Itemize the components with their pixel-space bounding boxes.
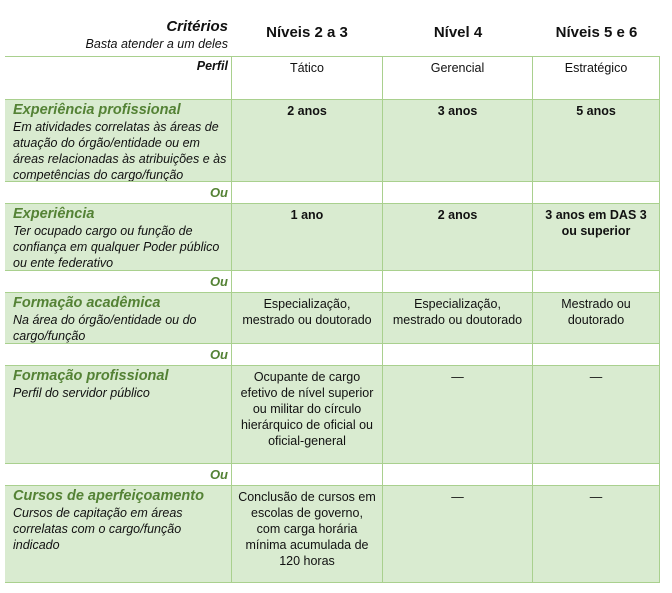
or-label: Ou bbox=[5, 343, 231, 365]
blank-cell bbox=[383, 343, 533, 365]
criterion-value: — bbox=[383, 365, 533, 463]
profile-value-1: Tático bbox=[231, 56, 383, 99]
blank-cell bbox=[533, 343, 660, 365]
blank-cell bbox=[231, 343, 383, 365]
criterion-description: Perfil do servidor público bbox=[13, 386, 150, 400]
profile-value-3: Estratégico bbox=[533, 56, 660, 99]
criterion-label bbox=[5, 99, 231, 181]
criterion-value: Especialização, mestrado ou doutorado bbox=[231, 292, 383, 343]
criterion-value: — bbox=[533, 485, 660, 583]
or-row bbox=[5, 181, 660, 203]
criterion-row bbox=[5, 203, 660, 270]
criterion-description: Ter ocupado cargo ou função de confiança em qualquer Poder público ou ente federativo bbox=[13, 224, 220, 270]
criterion-title: Formação profissional bbox=[13, 368, 169, 384]
or-label: Ou bbox=[5, 181, 231, 203]
criterion-label bbox=[5, 203, 231, 270]
criterion-value: 5 anos bbox=[533, 99, 660, 181]
criterion-value: 3 anos em DAS 3 ou superior bbox=[533, 203, 660, 270]
criterion-description: Na área do órgão/entidade ou do cargo/função bbox=[13, 313, 197, 343]
blank-cell bbox=[231, 270, 383, 292]
blank-cell bbox=[231, 181, 383, 203]
blank-cell bbox=[383, 181, 533, 203]
or-row bbox=[5, 343, 660, 365]
criterion-title: Experiência profissional bbox=[13, 102, 181, 118]
criterion-value: Conclusão de cursos em escolas de governo, com carga horária mínima acumulada de 120 horas bbox=[231, 485, 383, 583]
or-label: Ou bbox=[5, 270, 231, 292]
criterion-label bbox=[5, 485, 231, 583]
profile-label: Perfil bbox=[5, 56, 231, 99]
profile-row bbox=[5, 56, 660, 99]
profile-value-2: Gerencial bbox=[383, 56, 533, 99]
criterion-row bbox=[5, 99, 660, 181]
level-header-4: Nível 4 bbox=[433, 24, 483, 41]
blank-cell bbox=[383, 463, 533, 485]
criteria-title: Critérios bbox=[166, 18, 228, 35]
criterion-value: 2 anos bbox=[383, 203, 533, 270]
criterion-row bbox=[5, 485, 660, 583]
level-header-5-6: Níveis 5 e 6 bbox=[555, 24, 638, 41]
criterion-value: 3 anos bbox=[383, 99, 533, 181]
criterion-description: Em atividades correlatas às áreas de atuação do órgão/entidade ou em áreas relacionadas às atribuições e às competências do cargo/função bbox=[13, 120, 227, 182]
criterion-title: Formação acadêmica bbox=[13, 295, 161, 311]
criterion-value: 2 anos bbox=[231, 99, 383, 181]
criterion-title: Experiência bbox=[13, 206, 95, 222]
criteria-header bbox=[5, 18, 228, 58]
criterion-value: 1 ano bbox=[231, 203, 383, 270]
blank-cell bbox=[231, 463, 383, 485]
criterion-value: Mestrado ou doutorado bbox=[533, 292, 660, 343]
blank-cell bbox=[533, 181, 660, 203]
blank-cell bbox=[533, 463, 660, 485]
criterion-value: — bbox=[533, 365, 660, 463]
blank-cell bbox=[383, 270, 533, 292]
criterion-description: Cursos de capitação em áreas correlatas com o cargo/função indicado bbox=[13, 506, 183, 552]
level-header-2-3: Níveis 2 a 3 bbox=[266, 24, 348, 41]
criterion-value: — bbox=[383, 485, 533, 583]
criterion-label bbox=[5, 292, 231, 343]
blank-cell bbox=[533, 270, 660, 292]
criterion-label bbox=[5, 365, 231, 463]
criteria-subtitle: Basta atender a um deles bbox=[85, 37, 228, 51]
criterion-value: Ocupante de cargo efetivo de nível superior ou militar do círculo hierárquico de oficial ou oficial-general bbox=[231, 365, 383, 463]
or-label: Ou bbox=[5, 463, 231, 485]
criterion-title: Cursos de aperfeiçoamento bbox=[13, 488, 204, 504]
criterion-row bbox=[5, 292, 660, 343]
criterion-value: Especialização, mestrado ou doutorado bbox=[383, 292, 533, 343]
or-row bbox=[5, 463, 660, 485]
or-row bbox=[5, 270, 660, 292]
criterion-row bbox=[5, 365, 660, 463]
